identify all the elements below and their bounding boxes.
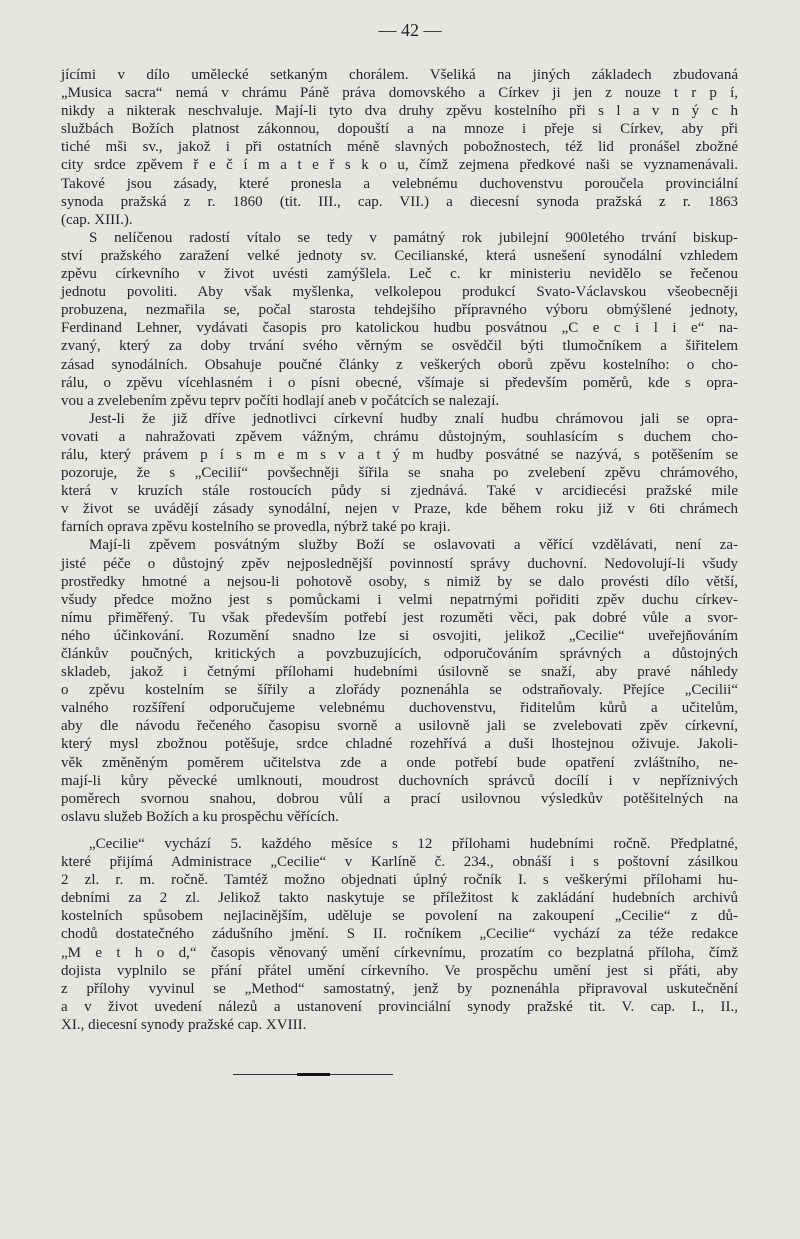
text-line: pozoruje, že s „Cecilií“ povšechněji šířila se snaha po zvelebení zpěvu chrámového,: [61, 465, 738, 482]
text-line: kostelních spůsobem nejlacinějším, uděluje se povolení na zakoupení „Cecilie“ z dů-: [61, 908, 738, 925]
text-line: ství pražského zaražení velké jednoty sv. Cecilianské, která usnešení synodální vzhledem: [61, 247, 738, 264]
text-line: probuzena, nezmařila se, počal starosta tehdejšího přípravného výboru obmýšlené jednoty,: [61, 302, 738, 319]
text-line: poměrech svornou snahou, dobrou vůlí a prací usilovnou výsledkův potěšitelných na: [61, 790, 738, 807]
text-line: (cap. XIII.).: [61, 211, 133, 228]
text-line: 2 zl. r. m. ročně. Tamtéž možno objednati úplný ročník I. s veškerými přílohami hu-: [61, 872, 738, 889]
text-line: Ferdinand Lehner, vydávati časopis pro katolickou hudbu posvátnou „C e c i l i e“ na-: [61, 320, 738, 337]
text-line: chodů dostatečného zádušního jmění. S II. ročníkem „Cecilie“ vychází za téže redakce: [61, 926, 738, 943]
text-line: z přílohy vyvinul se „Method“ samostatný, jenž by poznenáhla připravoval uskutečnění: [61, 980, 738, 997]
text-line: farních oprava zpěvu kostelního se provedla, nýbrž také po kraji.: [61, 519, 451, 536]
text-line: rálu, o zpěvu vícehlasném i o písni obecné, všímaje si především poměrů, kde s opra-: [61, 374, 738, 391]
text-line: jisté péče o důstojný zpěv nejposlednější povinností správy duchovní. Nedovolují-li všudy: [61, 555, 738, 572]
text-line: vou a zvelebením zpěvu teprv počíti hodlají aneb v počátcích se nalezají.: [61, 392, 500, 409]
text-line: rálu, který právem p í s m e m s v a t ý m hudby posvátné se nazývá, s potěšením se: [61, 446, 738, 463]
text-line: oslavu služeb Božích a ku prospěchu věřících.: [61, 808, 339, 825]
text-line: v život se uvádějí zásady synodální, nejen v Praze, kde během roku již v 6ti chrámech: [61, 501, 738, 518]
text-line: nikdy a nikterak neschvaluje. Mají-li tyto dva druhy zpěvu kostelního při s l a v n ý c h: [61, 103, 738, 120]
paragraph: [61, 229, 738, 410]
end-divider: [233, 1073, 393, 1076]
text-line: které přijímá Administrace „Cecilie“ v Karlíně č. 234., obnáší i s poštovní zásilkou: [61, 854, 738, 871]
paragraph: [61, 66, 738, 229]
paragraph: [61, 536, 738, 826]
text-line: dojista vyplnilo se přání přátel umění církevního. Ve prospěchu umění jest si přáti, aby: [61, 962, 738, 979]
text-line: skladeb, jakož i četnými přílohami hudebními úsilovně se snaží, aby pravé náhledy: [61, 664, 738, 681]
text-line: S nelíčenou radostí vítalo se tedy v památný rok jubilejní 900letého trvání biskup-: [89, 229, 738, 246]
text-line: zvaný, který za doby trvání svého věrným se osvědčil býti tlumočníkem a šiřitelem: [61, 338, 738, 355]
text-line: Takové jsou zásady, které pronesla a velebnému duchovenstvu poroučela provinciální: [61, 175, 738, 192]
text-line: věk změněným poměrem učitelstva zde a onde potřebí bude opatření zvláštního, ne-: [61, 754, 738, 771]
text-line: valného rozšíření odporučujeme velebnému duchovenstvu, řiditelům kůrů a učitelům,: [61, 700, 738, 717]
text-line: aby dle návodu řečeného časopisu svorně a usilovně jali se zvelebovati zpěv církevní,: [61, 718, 738, 735]
body-text: [61, 66, 738, 1034]
text-line: mají-li kůry pěvecké umlknouti, moudrost duchovních správců docílí i v nepříznivých: [61, 772, 738, 789]
text-line: jednotu povoliti. Aby však myšlenka, velkolepou produkcí Svato-Václavskou všeobecněji: [61, 284, 738, 301]
text-line: ného účinkování. Rozumění snadno lze si osvojiti, jelikož „Cecilie“ uveřejňováním: [61, 627, 738, 644]
text-line: Jest-li že již dříve jednotlivci církevní hudby znalí hudbu chrámovou jali se opra-: [89, 410, 738, 427]
paragraph: [61, 835, 738, 1034]
text-line: „M e t h o d,“ časopis věnovaný umění církevnímu, prozatím co bezplatná příloha, čímž: [61, 944, 738, 961]
page-number: — 42 —: [378, 20, 442, 40]
text-line: která v kruzích stále rostoucích půdy si zjednává. Také v arcidiecési pražské mile: [61, 483, 738, 500]
text-line: zpěvu církevního v život uvésti zamýšlela. Leč c. kr ministeriu nevidělo se řečenou: [61, 266, 738, 283]
text-line: službách Božích platnost zákonnou, dopouští a na mnoze i přeje si Církev, aby při: [61, 121, 738, 138]
text-line: a v život uvedení nálezů a ustanovení provinciální synody pražské tit. V. cap. I., II.,: [61, 998, 738, 1015]
text-line: debními za 2 zl. Jelikož takto naskytuje se příležitost k zakládání hudebních archivů: [61, 890, 738, 907]
text-line: Mají-li zpěvem posvátným služby Boží se oslavovati a věřící vzdělávati, není za-: [89, 537, 738, 554]
text-line: XI., diecesní synody pražské cap. XVIII.: [61, 1016, 307, 1033]
text-line: o zpěvu kostelním se šířily a zlořády poznenáhla se odstraňovaly. Přejíce „Cecilii“: [61, 682, 738, 699]
text-line: prostředky hmotné a nejsou-li pohotově osoby, s nimiž by se dalo provésti dílo větší,: [61, 573, 738, 590]
text-line: všudy předce možno jest s pomůckami i velmi nepatrnými pořiditi zpěv duchu církev-: [61, 591, 738, 608]
paragraph: [61, 410, 738, 537]
text-line: nímu přiměřený. Tu však především potřebí jest rozuměti věci, pak dobré vůle a svor-: [61, 609, 738, 626]
text-line: city srdce zpěvem ř e č í m a t e ř s k o u, čímž zejmena předkové naši se vyznamenávali.: [61, 157, 738, 174]
text-line: vovati a nahražovati zpěvem vážným, chrámu důstojným, souhlasícím s duchem cho-: [61, 428, 738, 445]
text-line: zásad synodálních. Obsahuje poučné články z veškerých oborů zpěvu kostelního: o cho-: [61, 356, 738, 373]
text-line: „Cecilie“ vychází 5. každého měsíce s 12 přílohami hudebními ročně. Předplatné,: [89, 835, 738, 852]
text-line: „Musica sacra“ nemá v chrámu Páně práva domovského a Církev ji jen z nouze t r p í,: [61, 85, 738, 102]
text-line: článkův poučných, kritických a povzbuzujících, odporučováním správných a důstojných: [61, 646, 738, 662]
text-line: který mysl zbožnou potěšuje, srdce chladné rozehřívá a duši lhostejnou oživuje. Jakoli-: [61, 736, 738, 753]
text-line: tiché mši sv., jakož i při ostatních méně slavných pobožnostech, též lid pronášel zbožné: [61, 139, 738, 156]
text-line: synoda pražská z r. 1860 (tit. III., cap. VII.) a diecesní synoda pražská z r. 1863: [61, 193, 738, 210]
text-line: jícími v dílo umělecké setkaným chorálem. Všeliká na jiných základech zbudovaná: [61, 67, 738, 83]
divider-ornament: [297, 1073, 330, 1076]
